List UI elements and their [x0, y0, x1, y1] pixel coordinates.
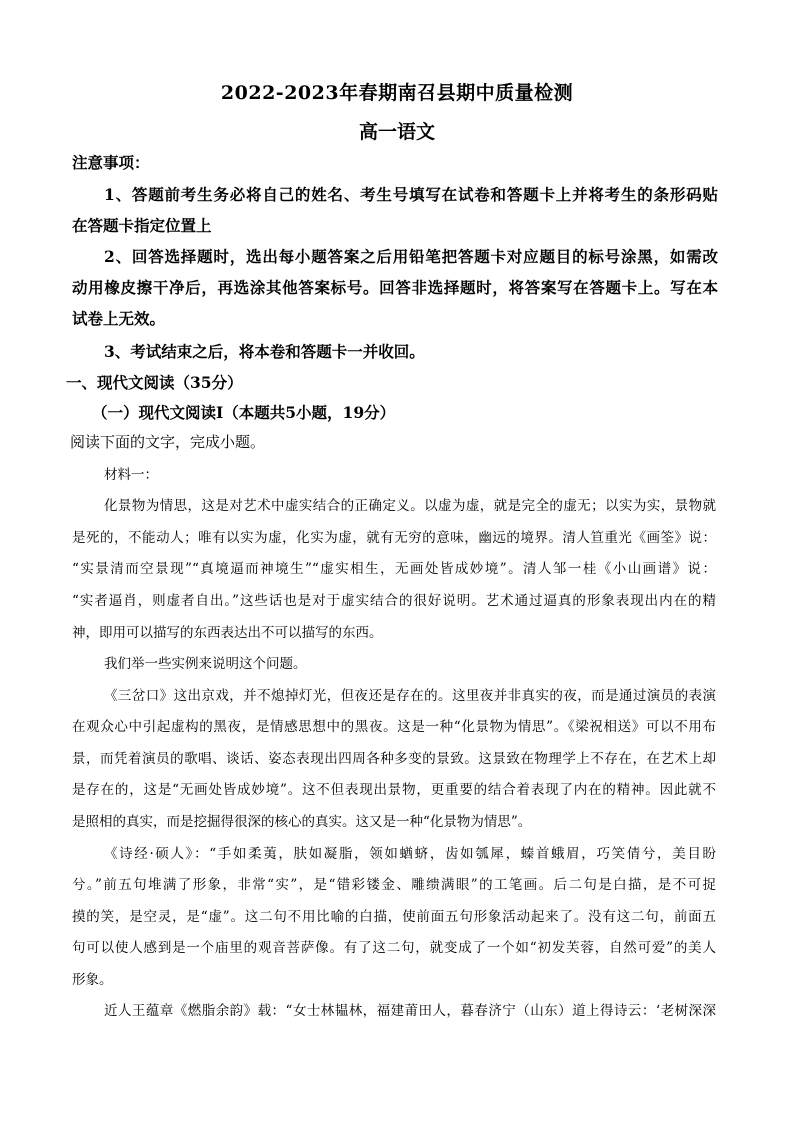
- material-line: 兮。”前五句堆满了形象，非常“实”，是“错彩镂金、雕缋满眼”的工笔画。后二句是白描，是不可捉: [72, 877, 716, 893]
- material-line: 我们举一些实例来说明这个问题。: [104, 656, 307, 672]
- material-line: 景，而凭着演员的歌唱、谈话、姿态表现出四周各种多变的景致。这景致在物理学上不存在，在艺术上却: [72, 751, 716, 767]
- notice-line: 动用橡皮擦干净后，再选涂其他答案标号。回答非选择题时，将答案写在答题卡上。写在本: [72, 278, 718, 297]
- notice-line: 1、答题前考生务必将自己的姓名、考生号填写在试卷和答题卡上并将考生的条形码贴: [104, 185, 718, 204]
- notice-line: 试卷上无效。: [72, 309, 166, 328]
- exam-title: 2022-2023年春期南召县期中质量检测: [220, 82, 574, 104]
- material-line: 近人王蕴章《燃脂余韵》载：“女士林韫林，福建莆田人，暮春济宁（山东）道上得诗云：‘老树深深: [104, 1003, 716, 1019]
- material-line: 句可以使人感到是一个庙里的观音菩萨像。有了这二句，就变成了一个如“初发芙蓉，自然可爱”的美人: [72, 940, 716, 956]
- material-line: “实者逼肖，则虚者自出。”这些话也是对于虚实结合的很好说明。艺术通过逼真的形象表现出内在的精: [72, 593, 716, 609]
- material-line: 《三岔口》这出京戏，并不熄掉灯光，但夜还是存在的。这里夜并非真实的夜，而是通过演员的表演: [104, 688, 716, 704]
- material-line: 形象。: [72, 972, 113, 988]
- material-line: 是存在的，这是“无画处皆成妙境”。这不但表现出景物，更重要的结合着表现了内在的精神。因此就不: [72, 782, 716, 798]
- exam-subtitle: 高一语文: [358, 121, 435, 143]
- section-heading: 一、现代文阅读（35分）: [66, 373, 243, 392]
- material-line: 化景物为情思，这是对艺术中虚实结合的正确定义。以虚为虚，就是完全的虚无；以实为实，景物就: [104, 498, 716, 514]
- notice-line: 在答题卡指定位置上: [72, 216, 212, 235]
- reading-instruction: 阅读下面的文字，完成小题。: [70, 433, 266, 451]
- material-line: 摸的笑，是空灵，是“虚”。这二句不用比喻的白描，使前面五句形象活动起来了。没有这二句，前面五: [72, 909, 716, 925]
- section-subheading: （一）现代文阅读Ⅰ（本题共5小题，19分）: [92, 403, 396, 422]
- material-label: 材料一：: [104, 467, 158, 483]
- notice-line: 2、回答选择题时，选出每小题答案之后用铅笔把答题卡对应题目的标号涂黑，如需改: [104, 247, 718, 266]
- notice-heading: 注意事项：: [72, 153, 150, 172]
- material-line: 在观众心中引起虚构的黑夜，是情感思想中的黑夜。这是一种“化景物为情思”。《梁祝相送》可以不用布: [72, 719, 716, 735]
- material-line: 《诗经·硕人》：“手如柔荑，肤如凝脂，领如蝤蛴，齿如瓠犀，螓首蛾眉，巧笑倩兮，美目盼: [104, 846, 716, 862]
- material-line: “实景清而空景现”“真境逼而神境生”“虚实相生，无画处皆成妙境”。清人邹一桂《小山画谱》说：: [72, 561, 716, 577]
- notice-line: 3、考试结束之后，将本卷和答题卡一并收回。: [104, 342, 425, 361]
- material-line: 是死的，不能动人；唯有以实为虚，化实为虚，就有无穷的意味，幽远的境界。清人笪重光《画筌》说：: [72, 530, 716, 546]
- material-line: 神，即用可以描写的东西表达出不可以描写的东西。: [72, 625, 383, 641]
- material-line: 是照相的真实，而是挖掘得很深的核心的真实。这又是一种“化景物为情思”。: [72, 814, 532, 830]
